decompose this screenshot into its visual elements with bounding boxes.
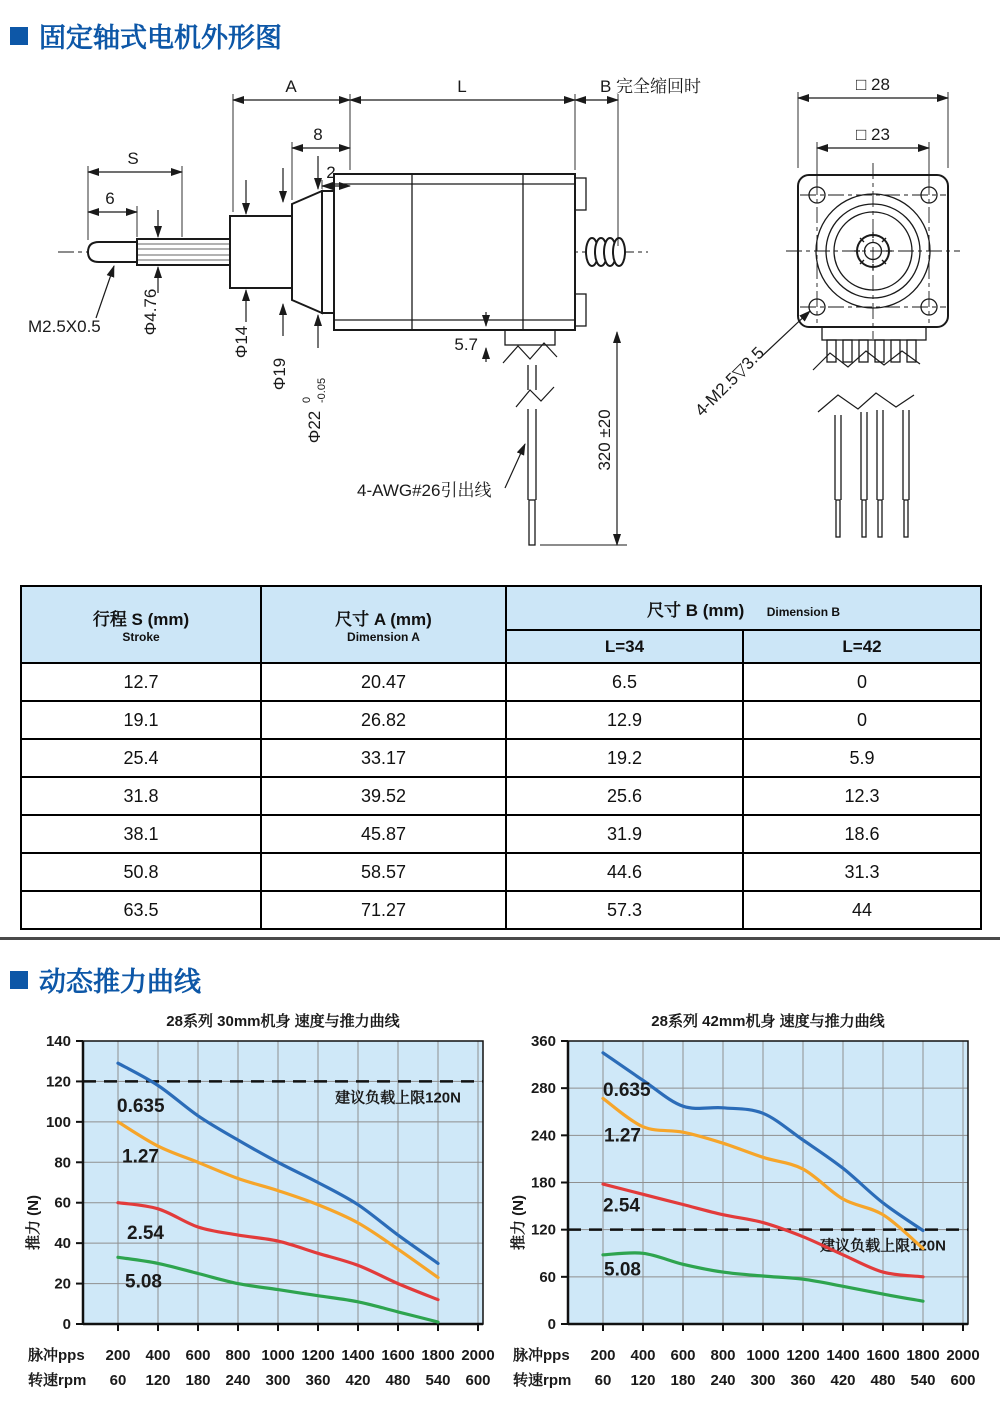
x-tick-label: 1800 (421, 1347, 455, 1364)
x-tick-label: 1000 (261, 1347, 295, 1364)
x-tick-label: 1600 (381, 1347, 415, 1364)
lead-screw-coils (586, 238, 625, 266)
table-row (21, 739, 981, 777)
x-tick-label: 300 (265, 1372, 291, 1389)
series-label-5.08: 5.08 (604, 1259, 641, 1281)
col-dim-b-header: 尺寸 B (mm) Dimension B (506, 586, 981, 630)
table-cell: 58.57 (261, 853, 506, 891)
x-tick-label: 60 (109, 1372, 127, 1389)
table-cell: 71.27 (261, 891, 506, 929)
series-label-1.27: 1.27 (604, 1125, 641, 1147)
col-stroke-header: 行程 S (mm) Stroke (21, 586, 261, 663)
series-label-5.08: 5.08 (125, 1271, 162, 1293)
y-tick-labels (531, 1033, 568, 1333)
x-tick-label: 1200 (786, 1347, 820, 1364)
dim-23-label: □ 23 (856, 125, 890, 144)
thread-label: M2.5X0.5 (28, 317, 101, 336)
table-cell: 44.6 (506, 853, 743, 891)
table-row (21, 815, 981, 853)
x-tick-label: 240 (710, 1372, 736, 1389)
series-label-2.54: 2.54 (127, 1223, 164, 1245)
y-tick-label: 140 (45, 1033, 71, 1050)
x-tick-label: 800 (225, 1347, 251, 1364)
x-tick-label: 200 (590, 1347, 616, 1364)
dia-476-label: Φ4.76 (141, 288, 160, 336)
x-tick-label: 60 (594, 1372, 612, 1389)
dimension-table-wrap (20, 585, 982, 930)
x-tick-label: 600 (185, 1347, 211, 1364)
x-row-rpm (513, 1371, 976, 1389)
blue-square-bullet-icon (10, 27, 28, 45)
x-tick-label: 240 (225, 1372, 251, 1389)
x-row-rpm-prefix: 转速rpm (513, 1372, 572, 1389)
dim-a-label: A (285, 77, 297, 96)
table-cell: 12.9 (506, 701, 743, 739)
table-cell: 57.3 (506, 891, 743, 929)
table-cell: 19.2 (506, 739, 743, 777)
section1-title-text: 固定轴式电机外形图 (39, 23, 282, 53)
y-tick-label: 360 (530, 1033, 556, 1050)
col-l34-header: L=34 (506, 630, 743, 663)
table-cell: 25.6 (506, 777, 743, 815)
section2-title-text: 动态推力曲线 (39, 967, 201, 997)
table-cell: 0 (743, 663, 981, 701)
y-axis-label: 推力 (N) (25, 1195, 42, 1250)
series-label-1.27: 1.27 (122, 1146, 159, 1168)
x-tick-label: 300 (750, 1372, 776, 1389)
y-tick-label: 180 (530, 1174, 556, 1192)
table-row (21, 701, 981, 739)
table-cell: 18.6 (743, 815, 981, 853)
col-dim-a-header: 尺寸 A (mm) Dimension A (261, 586, 506, 663)
table-cell: 50.8 (21, 853, 261, 891)
dia-14-label: Φ14 (232, 325, 251, 359)
x-tick-label: 480 (870, 1372, 896, 1389)
y-tick-label: 120 (530, 1221, 556, 1239)
table-cell: 33.17 (261, 739, 506, 777)
motor-outline-drawing (0, 60, 1000, 580)
x-row-pps (513, 1346, 980, 1364)
table-cell: 31.9 (506, 815, 743, 853)
y-tick-label: 40 (54, 1235, 71, 1253)
dim-8-label: 8 (313, 125, 323, 144)
x-tick-label: 1800 (906, 1347, 940, 1364)
table-row (21, 853, 981, 891)
series-label-0.635: 0.635 (117, 1095, 165, 1117)
x-row-pps-prefix: 脉冲pps (513, 1347, 570, 1364)
y-tick-label: 120 (45, 1073, 71, 1091)
x-tick-label: 420 (830, 1372, 856, 1389)
series-label-2.54: 2.54 (603, 1195, 640, 1217)
table-cell: 12.7 (21, 663, 261, 701)
y-axis-label: 推力 (N) (510, 1195, 527, 1250)
x-tick-label: 1400 (341, 1347, 375, 1364)
table-cell: 19.1 (21, 701, 261, 739)
x-row-pps (28, 1346, 495, 1364)
table-row (21, 777, 981, 815)
x-tick-label: 1600 (866, 1347, 900, 1364)
y-tick-label: 280 (530, 1080, 556, 1098)
x-tick-label: 180 (185, 1372, 211, 1389)
y-tick-label: 60 (539, 1268, 556, 1286)
dim-s-label: S (127, 149, 139, 168)
dim-b-label: B 完全缩回时 (600, 77, 702, 96)
table-cell: 44 (743, 891, 981, 929)
x-tick-label: 180 (670, 1372, 696, 1389)
y-tick-labels (46, 1033, 83, 1333)
table-cell: 20.47 (261, 663, 506, 701)
dim-2-label: 2 (326, 163, 336, 182)
dia-22-label: Φ22 (305, 410, 324, 444)
table-cell: 31.3 (743, 853, 981, 891)
load-limit-label: 建议负载上限120N (335, 1089, 461, 1107)
table-cell: 63.5 (21, 891, 261, 929)
table-cell: 0 (743, 701, 981, 739)
dim-l-label: L (457, 77, 467, 96)
x-tick-label: 1400 (826, 1347, 860, 1364)
table-cell: 45.87 (261, 815, 506, 853)
y-tick-label: 100 (45, 1113, 71, 1131)
front-view (691, 75, 960, 537)
dia-22-tol-lower: -0.05 (316, 377, 328, 403)
chart-title: 28系列 42mm机身 速度与推力曲线 (651, 1013, 885, 1030)
section1-title (10, 16, 282, 55)
thrust-chart-svg (20, 1008, 510, 1398)
dim-28-label: □ 28 (856, 75, 890, 94)
dim-6-label: 6 (105, 189, 115, 208)
x-tick-label: 420 (345, 1372, 371, 1389)
y-tick-label: 240 (530, 1127, 556, 1145)
x-row-rpm (28, 1371, 491, 1389)
y-tick-label: 20 (54, 1275, 71, 1293)
x-tick-label: 2000 (946, 1347, 980, 1364)
x-tick-label: 1000 (746, 1347, 780, 1364)
x-tick-label: 540 (425, 1372, 451, 1389)
section2-title (10, 960, 201, 999)
section-divider (0, 937, 1000, 940)
thrust-chart-svg (505, 1008, 995, 1398)
y-tick-label: 80 (54, 1154, 71, 1172)
table-cell: 26.82 (261, 701, 506, 739)
table-row (21, 891, 981, 929)
x-tick-label: 360 (790, 1372, 816, 1389)
table-cell: 12.3 (743, 777, 981, 815)
y-tick-label: 60 (54, 1194, 71, 1212)
x-tick-label: 120 (145, 1372, 171, 1389)
dia-22-tol-upper: 0 (301, 396, 313, 403)
x-tick-label: 2000 (461, 1347, 495, 1364)
table-cell: 31.8 (21, 777, 261, 815)
table-row (21, 663, 981, 701)
table-cell: 6.5 (506, 663, 743, 701)
x-row-rpm-prefix: 转速rpm (28, 1372, 87, 1389)
x-tick-label: 480 (385, 1372, 411, 1389)
front-view-wires (813, 327, 926, 537)
lead-wire-label: 4-AWG#26引出线 (357, 481, 492, 500)
table-cell: 5.9 (743, 739, 981, 777)
dimension-table (20, 585, 982, 930)
chart-title: 28系列 30mm机身 速度与推力曲线 (166, 1013, 400, 1030)
dim-320-label: 320 ±20 (595, 409, 614, 471)
thrust-chart-42mm (505, 1008, 995, 1398)
x-tick-label: 360 (305, 1372, 331, 1389)
x-tick-label: 600 (465, 1372, 491, 1389)
x-tick-label: 800 (710, 1347, 736, 1364)
dim-57-label: 5.7 (454, 335, 478, 354)
x-tick-label: 1200 (301, 1347, 335, 1364)
col-l42-header: L=42 (743, 630, 981, 663)
x-tick-label: 540 (910, 1372, 936, 1389)
table-cell: 39.52 (261, 777, 506, 815)
x-tick-label: 400 (630, 1347, 656, 1364)
screw-callout-label: 4-M2.5▽3.5 (691, 343, 769, 421)
y-tick-label: 0 (62, 1316, 71, 1333)
thrust-chart-30mm (20, 1008, 510, 1398)
dia-19-label: Φ19 (270, 357, 289, 391)
x-tick-label: 600 (670, 1347, 696, 1364)
blue-square-bullet-icon (10, 971, 28, 989)
load-limit-label: 建议负载上限120N (820, 1237, 946, 1255)
x-tick-label: 600 (950, 1372, 976, 1389)
table-cell: 25.4 (21, 739, 261, 777)
y-tick-label: 0 (547, 1316, 556, 1333)
x-tick-label: 200 (105, 1347, 131, 1364)
table-cell: 38.1 (21, 815, 261, 853)
dimension-table-body (21, 663, 981, 929)
x-tick-label: 120 (630, 1372, 656, 1389)
x-row-pps-prefix: 脉冲pps (28, 1347, 85, 1364)
series-label-0.635: 0.635 (603, 1080, 651, 1102)
x-tick-label: 400 (145, 1347, 171, 1364)
side-view (28, 77, 701, 545)
